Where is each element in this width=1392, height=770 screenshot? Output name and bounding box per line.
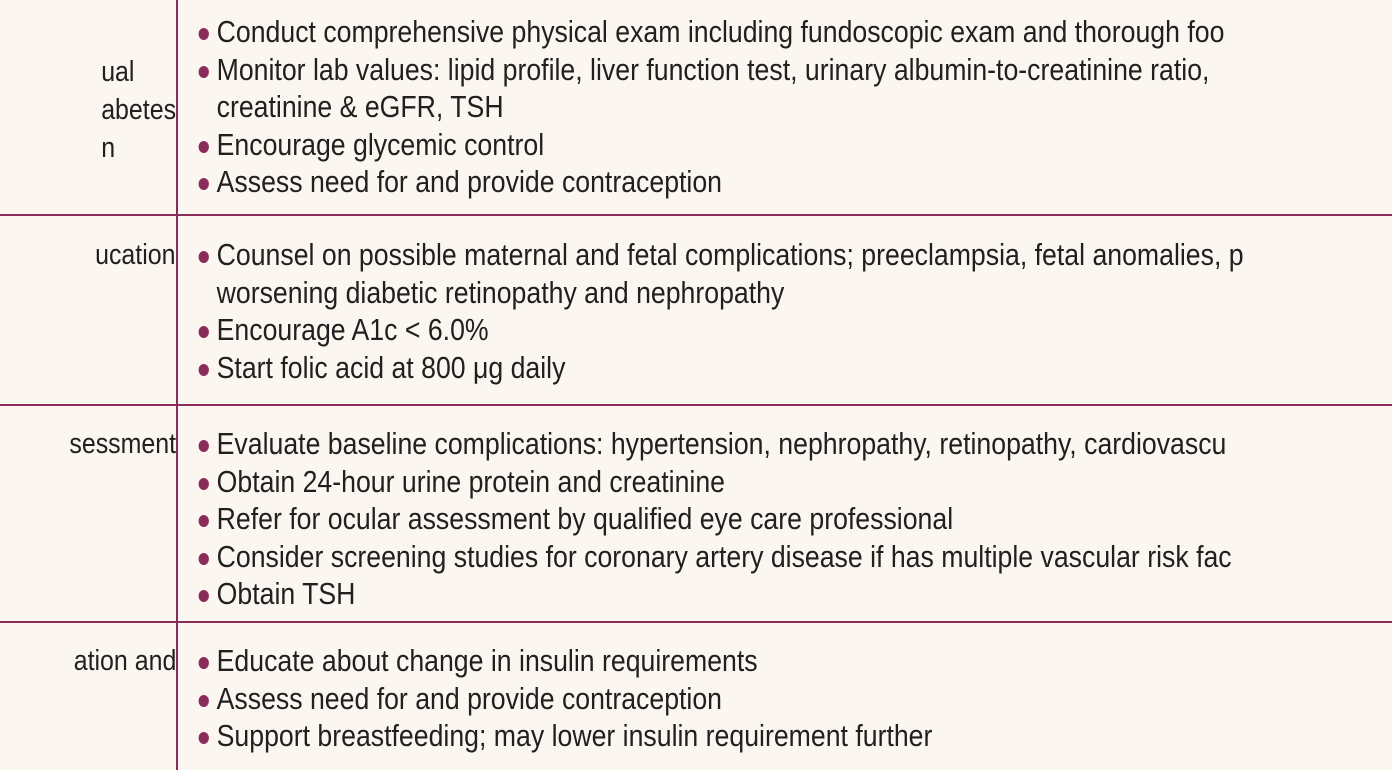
list-item <box>196 680 1392 718</box>
bullet-icon <box>199 657 209 669</box>
list-item <box>196 538 1392 576</box>
table-row <box>0 216 1392 406</box>
list-item <box>196 500 1392 538</box>
list-item-text: Start folic acid at 800 μg daily <box>216 349 566 385</box>
bullet-icon <box>199 553 209 565</box>
list-item <box>196 13 1392 51</box>
list-item-text: Assess need for and provide contraception <box>216 680 723 716</box>
list-item-text: Conduct comprehensive physical exam including fundoscopic exam and thorough foo <box>216 14 1225 49</box>
bullet-icon <box>199 515 209 527</box>
row-label-line: ucation <box>95 239 176 271</box>
list-item-text: Consider screening studies for coronary artery disease if has multiple vascular risk fac <box>216 538 1232 574</box>
list-item <box>196 642 1392 680</box>
table-row <box>0 623 1392 770</box>
list-item <box>196 349 1392 387</box>
bullet-list <box>196 425 1392 613</box>
bullet-icon <box>199 326 209 338</box>
row-label-line: abetes <box>101 94 176 126</box>
list-item-text: Monitor lab values: lipid profile, liver function test, urinary albumin-to-creatinine ratio, <box>216 51 1210 87</box>
list-item-text: Obtain 24-hour urine protein and creatinine <box>216 463 725 499</box>
table-row <box>0 0 1392 216</box>
list-item <box>196 126 1392 164</box>
list-item-text: Educate about change in insulin requirements <box>216 643 758 678</box>
list-item <box>196 575 1392 613</box>
list-item-text: worsening diabetic retinopathy and nephropathy <box>216 274 785 310</box>
bullet-icon <box>199 732 209 744</box>
list-item <box>196 51 1392 126</box>
row-label-line: ation and <box>73 645 176 677</box>
bullet-icon <box>199 364 209 376</box>
row-content-cell <box>196 425 1392 621</box>
row-label-cell <box>0 216 176 404</box>
row-label-line: n <box>101 132 115 164</box>
list-item-text: Refer for ocular assessment by qualified eye care professional <box>216 501 954 536</box>
bullet-icon <box>199 695 209 707</box>
list-item-text: Encourage A1c < 6.0% <box>216 312 489 347</box>
bullet-icon <box>199 478 209 490</box>
list-item-text: Obtain TSH <box>216 576 356 611</box>
list-item-text: Encourage glycemic control <box>216 126 545 162</box>
bullet-icon <box>199 590 209 602</box>
bullet-icon <box>199 178 209 190</box>
list-item <box>196 717 1392 755</box>
row-label-line: ual <box>101 56 135 88</box>
row-content-cell <box>196 236 1392 404</box>
list-item-text: Counsel on possible maternal and fetal complications; preeclampsia, fetal anomalies, p <box>216 237 1244 272</box>
row-label-cell <box>0 0 176 214</box>
bullet-icon <box>199 251 209 263</box>
list-item <box>196 311 1392 349</box>
list-item-text: Support breastfeeding; may lower insulin requirement further <box>216 718 933 753</box>
table-row <box>0 406 1392 623</box>
list-item-text: creatinine & eGFR, TSH <box>216 89 504 124</box>
bullet-icon <box>199 66 209 78</box>
bullet-icon <box>199 440 209 452</box>
list-item <box>196 463 1392 501</box>
list-item <box>196 163 1392 201</box>
row-content-cell <box>196 13 1392 213</box>
bullet-icon <box>199 141 209 153</box>
list-item-text: Evaluate baseline complications: hypertension, nephropathy, retinopathy, cardiovascu <box>216 426 1227 461</box>
row-content-cell <box>196 642 1392 770</box>
list-item-text: Assess need for and provide contraception <box>216 164 723 199</box>
list-item <box>196 425 1392 463</box>
bullet-icon <box>199 28 209 40</box>
row-label-cell <box>0 406 176 621</box>
row-label-cell <box>0 623 176 770</box>
bullet-list <box>196 236 1392 386</box>
bullet-list <box>196 13 1392 201</box>
row-label-line: sessment <box>69 428 176 460</box>
bullet-list <box>196 642 1392 755</box>
list-item <box>196 236 1392 311</box>
